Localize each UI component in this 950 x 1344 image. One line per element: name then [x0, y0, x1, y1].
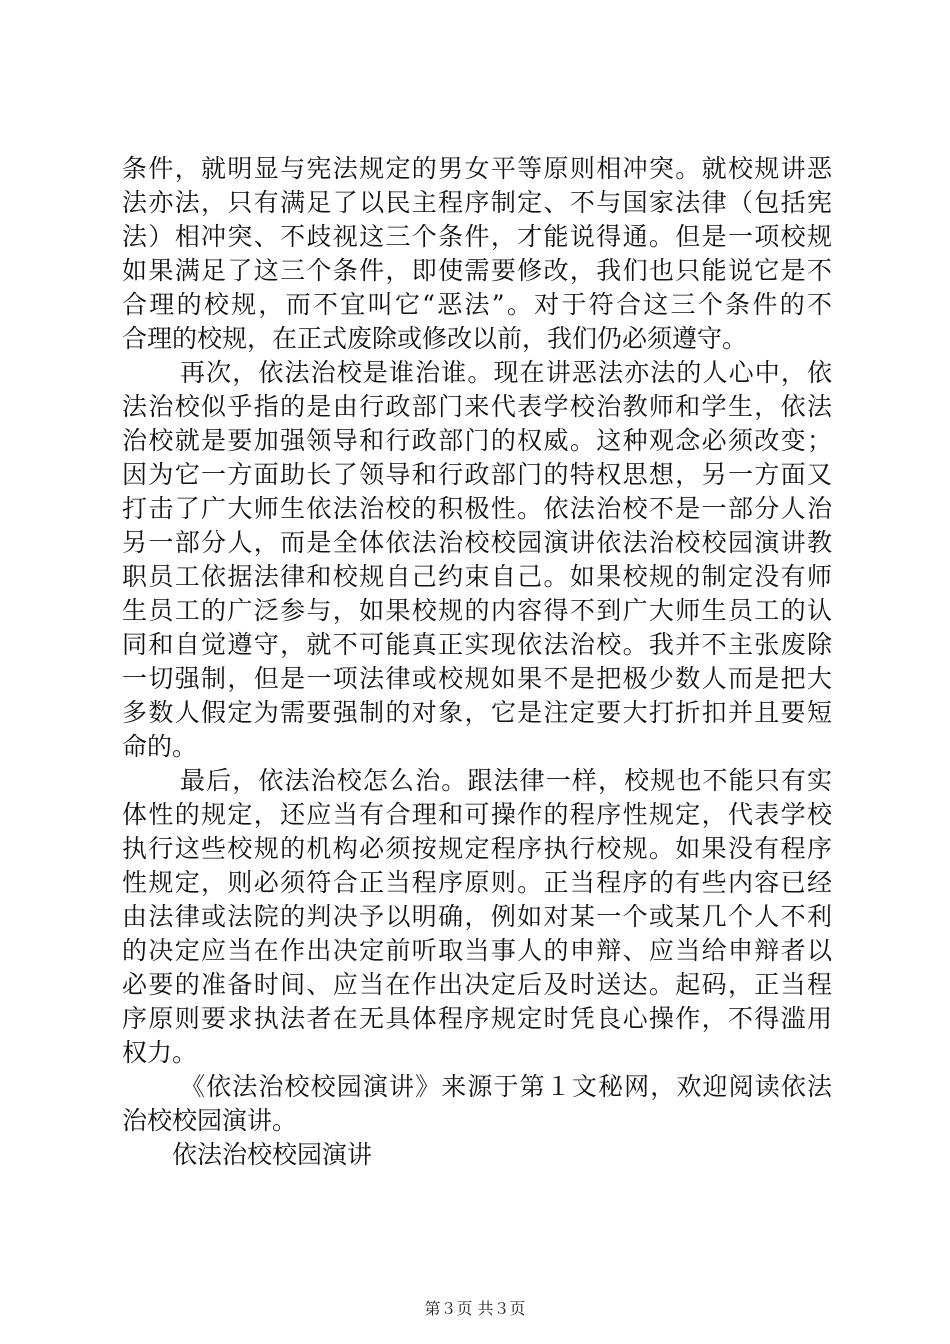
paragraph — [122, 356, 832, 764]
text-line: 最后，依法治校怎么治。跟法律一样，校规也不能只有实 — [180, 766, 832, 795]
text-line: 条件，就明显与宪法规定的男女平等原则相冲突。就校规讲恶 — [122, 154, 832, 183]
paragraph — [122, 764, 832, 1070]
text-line: 《依法治校校园演讲》来源于第１文秘网，欢迎阅读依法 — [180, 1072, 832, 1101]
text-line: 生员工的广泛参与，如果校规的内容得不到广大师生员工的认 — [122, 596, 832, 625]
text-line: 另一部分人，而是全体依法治校校园演讲依法治校校园演讲教 — [122, 528, 832, 557]
text-line: 治校就是要加强领导和行政部门的权威。这种观念必须改变； — [122, 426, 832, 455]
text-line: 体性的规定，还应当有合理和可操作的程序性规定，代表学校 — [122, 800, 832, 829]
text-line: 的决定应当在作出决定前听取当事人的申辩、应当给申辩者以 — [122, 936, 832, 965]
text-line: 依法治校校园演讲 — [172, 1140, 373, 1169]
text-line: 打击了广大师生依法治校的积极性。依法治校不是一部分人治 — [122, 494, 832, 523]
text-line: 序原则要求执法者在无具体程序规定时凭良心操作，不得滥用 — [122, 1004, 832, 1033]
text-line: 性规定，则必须符合正当程序原则。正当程序的有些内容已经 — [122, 868, 832, 897]
text-line: 因为它一方面助长了领导和行政部门的特权思想，另一方面又 — [122, 460, 832, 489]
document-body — [122, 152, 832, 1172]
source-note-paragraph — [122, 1070, 832, 1138]
text-line: 职员工依据法律和校规自己约束自己。如果校规的制定没有师 — [122, 562, 832, 591]
text-line: 必要的准备时间、应当在作出决定后及时送达。起码，正当程 — [122, 970, 832, 999]
closing-title-paragraph — [122, 1138, 832, 1172]
text-line: 合理的校规，在正式废除或修改以前，我们仍必须遵守。 — [122, 324, 748, 353]
text-line: 再次，依法治校是谁治谁。现在讲恶法亦法的人心中，依 — [180, 358, 832, 387]
text-line: 法治校似乎指的是由行政部门来代表学校治教师和学生，依法 — [122, 392, 832, 421]
text-line: 命的。 — [122, 732, 198, 761]
text-line: 一切强制，但是一项法律或校规如果不是把极少数人而是把大 — [122, 664, 832, 693]
text-line: 法亦法，只有满足了以民主程序制定、不与国家法律（包括宪 — [122, 188, 832, 217]
text-line: 合理的校规，而不宜叫它“恶法”。对于符合这三个条件的不 — [122, 290, 832, 319]
text-line: 同和自觉遵守，就不可能真正实现依法治校。我并不主张废除 — [122, 630, 832, 659]
text-line: 多数人假定为需要强制的对象，它是注定要大打折扣并且要短 — [122, 698, 832, 727]
text-line: 权力。 — [122, 1038, 198, 1067]
text-line: 执行这些校规的机构必须按规定程序执行校规。如果没有程序 — [122, 834, 832, 863]
text-line: 如果满足了这三个条件，即使需要修改，我们也只能说它是不 — [122, 256, 832, 285]
paragraph — [122, 152, 832, 356]
text-line: 由法律或法院的判决予以明确，例如对某一个或某几个人不利 — [122, 902, 832, 931]
page-number-footer: 第３页 共３页 — [424, 1299, 526, 1318]
text-line: 治校校园演讲。 — [122, 1106, 298, 1135]
text-line: 法）相冲突、不歧视这三个条件，才能说得通。但是一项校规 — [122, 222, 832, 251]
